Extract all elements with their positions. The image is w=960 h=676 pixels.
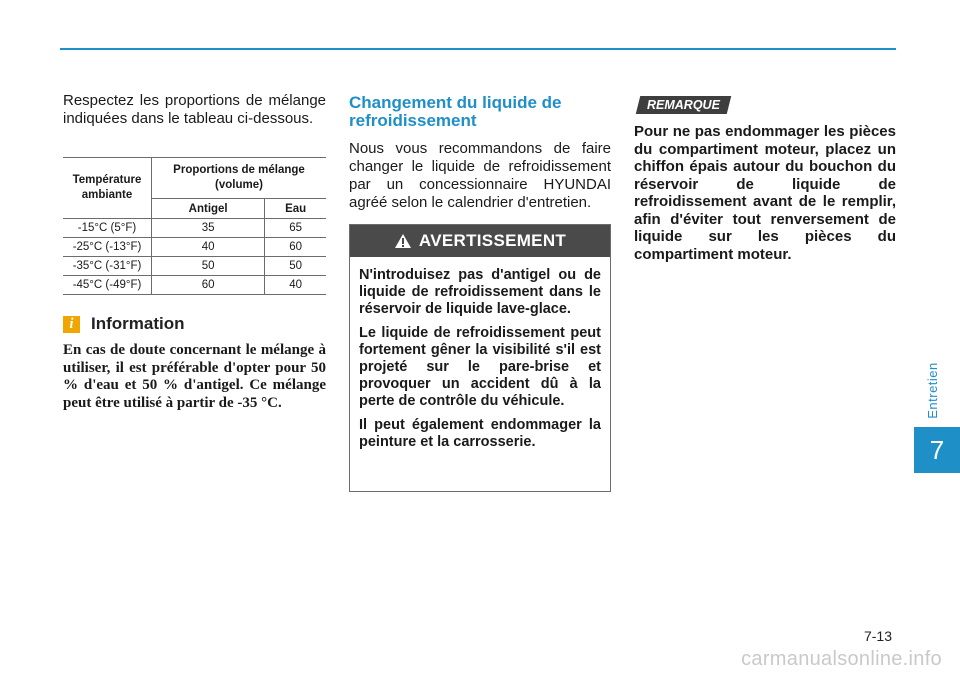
top-rule bbox=[60, 48, 896, 50]
note-label: REMARQUE bbox=[647, 98, 720, 112]
cell-temp: -25°C (-13°F) bbox=[63, 238, 152, 257]
cell-temp: -35°C (-31°F) bbox=[63, 257, 152, 276]
table-row bbox=[63, 238, 326, 257]
cell-eau: 50 bbox=[265, 257, 326, 276]
cell-eau: 65 bbox=[265, 219, 326, 238]
table-row bbox=[63, 219, 326, 238]
information-title: Information bbox=[91, 314, 185, 333]
section-text: Nous vous recommandons de faire changer le liquide de refroidissement par un concessionnaire HYUNDAI agréé selon le calendrier d'entretien. bbox=[349, 140, 611, 211]
warning-box bbox=[349, 224, 611, 492]
warning-paragraph: Le liquide de refroidissement peut fortement gêner la visibilité s'il est projeté sur le pare-brise et provoquer un accident dû à la perte de contrôle du véhicule. bbox=[359, 325, 601, 409]
information-text: En cas de doute concernant le mélange à utiliser, il est préférable d'opter pour 50 % d'eau et 50 % d'antigel. Ce mélange peut être utilisé à partir de -35 °C. bbox=[63, 342, 326, 411]
header-eau: Eau bbox=[265, 199, 326, 219]
warning-paragraph: Il peut également endommager la peinture et la carrosserie. bbox=[359, 417, 601, 450]
info-icon: i bbox=[63, 316, 80, 333]
table-row bbox=[63, 257, 326, 276]
warning-body bbox=[359, 267, 601, 451]
page-number: 7-13 bbox=[863, 628, 892, 644]
section-title: Changement du liquide de refroidissement bbox=[349, 93, 562, 130]
warning-paragraph: N'introduisez pas d'antigel ou de liquide de refroidissement dans le réservoir de liquide lave-glace. bbox=[359, 267, 601, 317]
chapter-number: 7 bbox=[914, 427, 960, 473]
column-right bbox=[634, 96, 896, 263]
section-label: Entretien bbox=[924, 361, 940, 419]
table-row bbox=[63, 276, 326, 295]
cell-temp: -45°C (-49°F) bbox=[63, 276, 152, 295]
cell-antigel: 60 bbox=[152, 276, 265, 295]
cell-antigel: 40 bbox=[152, 238, 265, 257]
mix-table bbox=[63, 157, 326, 295]
cell-eau: 60 bbox=[265, 238, 326, 257]
warning-header bbox=[350, 225, 610, 257]
cell-antigel: 35 bbox=[152, 219, 265, 238]
cell-antigel: 50 bbox=[152, 257, 265, 276]
column-left bbox=[63, 92, 326, 411]
information-heading bbox=[63, 314, 185, 334]
warning-triangle-icon bbox=[394, 233, 412, 249]
section-side-label bbox=[920, 360, 944, 420]
watermark: carmanualsonline.info bbox=[741, 648, 942, 670]
cell-eau: 40 bbox=[265, 276, 326, 295]
header-antigel: Antigel bbox=[152, 199, 265, 219]
cell-temp: -15°C (5°F) bbox=[63, 219, 152, 238]
column-middle bbox=[349, 93, 611, 450]
header-temperature: Température ambiante bbox=[63, 158, 152, 219]
intro-paragraph: Respectez les proportions de mélange indiquées dans le tableau ci-dessous. bbox=[63, 92, 326, 127]
warning-title: AVERTISSEMENT bbox=[418, 231, 567, 250]
note-badge bbox=[636, 96, 731, 114]
header-proportions: Proportions de mélange (volume) bbox=[152, 158, 327, 199]
note-text: Pour ne pas endommager les pièces du compartiment moteur, placez un chiffon épais autour du bouchon du réservoir de liquide de refroidissement avant de le remplir, afin d'éviter tout renversement de liquide sur les pièces du compartiment moteur. bbox=[634, 123, 896, 263]
